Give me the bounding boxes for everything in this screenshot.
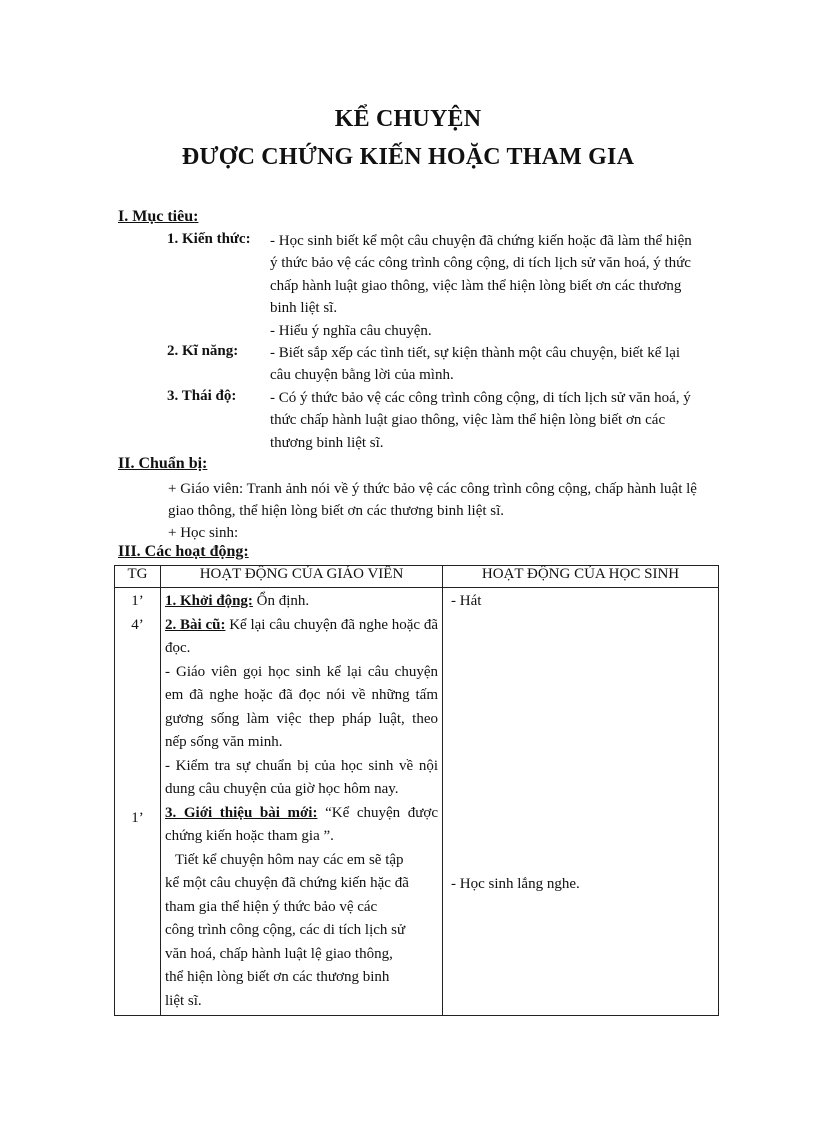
skill-line-1: - Biết sắp xếp các tình tiết, sự kiện thành một câu chuyện, biết kể lại câu chuyện bằng lời của mình. [270,345,681,384]
section-3-heading: III. Các hoạt động: [118,543,249,560]
header-teacher: HOẠT ĐỘNG CỦA GIÁO VIÊN [161,566,443,588]
knowledge-line-1: - Học sinh biết kể một câu chuyện đã chứng kiến hoặc đã làm thể hiện ý thức bảo vệ các công trình công cộng, di tích lịch sử văn hoá, ý thức chấp hành luật giao thông, việc làm thể hiện lòng biết ơn các thương binh liệt sĩ. [270,233,692,317]
attitude-line-1: - Có ý thức bảo vệ các công trình công cộng, di tích lịch sử văn hoá, ý thức chấp hành luật giao thông, việc làm thể hiện lòng biết ơn các thương binh liệt sĩ. [270,390,691,451]
time-1: 1’ [131,593,144,609]
old-lesson-line [165,614,438,661]
title-line-2: ĐƯỢC CHỨNG KIẾN HOẶC THAM GIA [181,144,635,170]
old-lesson-text: Kể lại câu chuyện đã nghe hoặc đã đọc. [165,616,438,656]
skill-label: 2. Kĩ năng: [167,343,239,359]
teacher-activity-cell [161,588,443,1016]
student-activity-cell [443,588,719,1016]
table-header-row [115,566,719,588]
startup-text: Ổn định. [252,593,310,609]
header-tg: TG [115,566,161,588]
student-activity-1: - Hát [451,593,482,609]
knowledge-text [270,230,702,342]
intro-text: Tiết kể chuyện hôm nay các em sẽ tập kể một câu chuyện đã chứng kiến hặc đã tham gia thể hiện ý thức bảo vệ các công trình công cộng, các di tích lịch sử văn hoá, chấp hành luật lệ giao thông, thể hiện lòng biết ơn các thương binh liệt sĩ. [165,851,409,1009]
old-lesson-label: 2. Bài cũ: [165,616,226,633]
teacher-call-text: - Giáo viên gọi học sinh kể lại câu chuyện em đã nghe hoặc đã đọc nói về những tấm gương sống làm việc thep pháp luật, theo nếp sống văn minh. [165,663,438,750]
attitude-label: 3. Thái độ: [167,388,237,404]
check-prep-text: - Kiểm tra sự chuẩn bị của học sinh về nội dung câu chuyện của giờ học hôm nay. [165,757,438,797]
new-lesson-label: 3. Giới thiệu bài mới: [165,804,318,821]
student-prep: + Học sinh: [168,525,239,541]
skill-text [270,342,702,387]
time-cell [115,588,161,1016]
section-2-heading: II. Chuẩn bị: [118,455,208,472]
section-1-heading: I. Mục tiêu: [118,208,199,225]
knowledge-line-2: - Hiểu ý nghĩa câu chuyện. [270,322,432,339]
new-lesson-line [165,802,438,849]
activities-table [114,565,719,1016]
table-row [115,588,719,1016]
title-line-1: KỂ CHUYỆN [334,106,482,132]
student-activity-2: - Học sinh lắng nghe. [451,875,580,892]
knowledge-label: 1. Kiến thức: [167,231,251,247]
preparation-block [168,478,708,544]
teacher-prep: + Giáo viên: Tranh ảnh nói về ý thức bảo vệ các công trình công cộng, chấp hành luật lệ giao thông, thể hiện lòng biết ơn các thương binh liệt sĩ. [168,481,697,519]
attitude-text [270,387,702,454]
new-lesson-text: “Kể chuyện được chứng kiến hoặc tham gia ”. [165,804,438,844]
startup-label: 1. Khởi động: [165,593,253,609]
time-3: 1’ [131,810,144,826]
startup-line [165,590,438,614]
time-2: 4’ [131,616,144,633]
header-student: HOẠT ĐỘNG CỦA HỌC SINH [443,566,719,588]
